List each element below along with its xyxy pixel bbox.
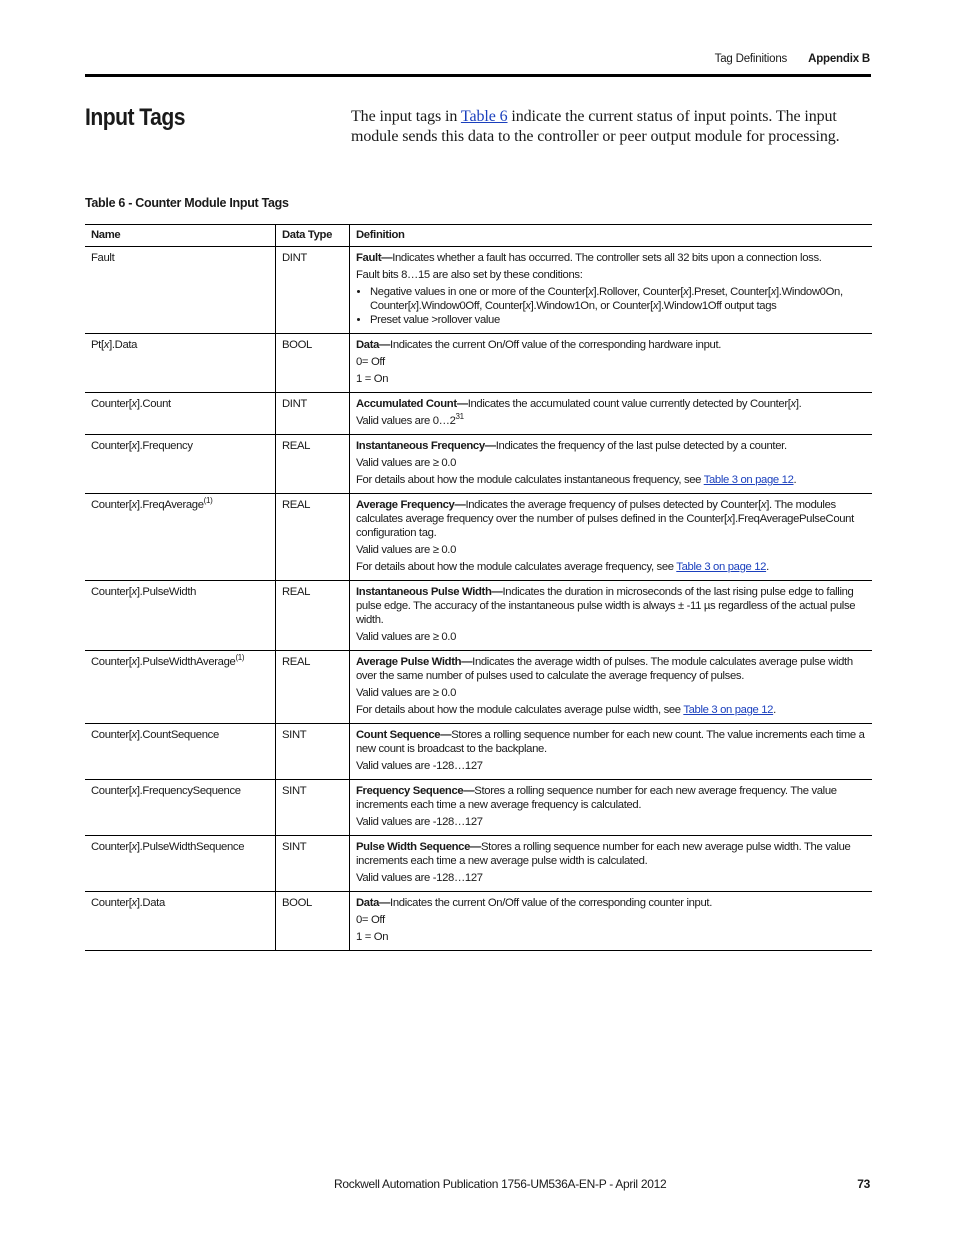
index-variable: x (131, 586, 137, 598)
text-run: Pt[ (91, 339, 104, 351)
text-run: Valid values are -128…127 (356, 760, 483, 772)
data-type-cell: SINT (276, 724, 350, 780)
definition-line (356, 930, 866, 944)
text-run: Valid values are -128…127 (356, 872, 483, 884)
definition-line (356, 815, 866, 829)
table-row (85, 892, 872, 951)
text-run: ]. (795, 398, 802, 410)
data-type-cell: SINT (276, 836, 350, 892)
text-run: Counter[ (91, 841, 132, 853)
text-run: ].FreqAverage (136, 499, 204, 511)
text-run: 1 = On (356, 931, 389, 943)
table-row (85, 334, 872, 393)
text-run: Counter[ (91, 398, 132, 410)
input-tags-table (85, 224, 872, 951)
intro-text-before: The input tags in (351, 108, 461, 125)
text-run: Counter[ (91, 729, 132, 741)
text-run: Counter[ (91, 499, 132, 511)
text-run: Counter[ (91, 586, 132, 598)
footer-publication: Rockwell Automation Publication 1756-UM536A-EN-P - April 2012 (334, 1177, 667, 1191)
definition-line (356, 728, 866, 756)
column-header-data-type: Data Type (276, 225, 350, 247)
term-label: Data— (356, 897, 391, 909)
text-run: ].PulseWidthSequence (136, 841, 245, 853)
header-appendix: Appendix B (808, 53, 870, 65)
definition-line (356, 630, 866, 644)
text-run: Counter[ (91, 785, 132, 797)
definition-line (356, 251, 866, 265)
definition-cell (350, 651, 873, 724)
text-run: Valid values are ≥ 0.0 (356, 687, 457, 699)
definition-line (356, 498, 866, 540)
term-label: Fault— (356, 252, 393, 264)
text-run: ].PulseWidth (136, 586, 197, 598)
text-run: ].Data (136, 897, 165, 909)
cross-reference-link[interactable]: Table 3 on page 12 (703, 474, 794, 486)
text-run: Valid values are 0…2 (356, 415, 456, 427)
text-run: Negative values in one or more of the Counter[ (370, 286, 589, 298)
table-row (85, 780, 872, 836)
index-variable: x (131, 440, 137, 452)
tag-name-cell (85, 334, 276, 393)
intro-text-after: indicate the current status of input points. The input module sends this data to the controller or peer output module for processing. (351, 108, 840, 145)
text-run: Counter[ (91, 897, 132, 909)
tag-name-cell (85, 247, 276, 334)
table-row (85, 247, 872, 334)
definition-cell (350, 724, 873, 780)
definition-line (356, 913, 866, 927)
text-run: ].Window0Off, Counter[ (415, 300, 526, 312)
text-run: ].Window1Off output tags (658, 300, 777, 312)
index-variable: x (131, 398, 137, 410)
index-variable: x (410, 300, 416, 312)
term-label: Data— (356, 339, 391, 351)
index-variable: x (131, 729, 137, 741)
text-run: Indicates the current On/Off value of the corresponding hardware input. (390, 339, 722, 351)
tag-name-cell (85, 393, 276, 435)
index-variable: x (652, 300, 659, 312)
text-run: Stores a rolling sequence number for each new average pulse width. The value increments each time a new average pulse width is calculated. (356, 841, 851, 867)
definition-line (356, 338, 866, 352)
text-run: Preset value >rollover value (370, 314, 500, 326)
definition-line (356, 686, 866, 700)
index-variable: x (103, 339, 110, 351)
page-number: 73 (857, 1177, 870, 1191)
definition-line (356, 560, 866, 574)
definition-cell (350, 247, 873, 334)
data-type-cell: DINT (276, 247, 350, 334)
index-variable: x (525, 300, 531, 312)
tag-name-cell (85, 581, 276, 651)
data-type-cell: REAL (276, 651, 350, 724)
term-label: Average Pulse Width— (356, 656, 473, 668)
definition-cell (350, 393, 873, 435)
index-variable: x (683, 286, 689, 298)
text-run: Indicates the frequency of the last pulse detected by a counter. (495, 440, 787, 452)
index-variable: x (131, 841, 137, 853)
table-body (85, 247, 872, 951)
definition-line (356, 585, 866, 627)
index-variable: x (131, 785, 137, 797)
index-variable: x (131, 656, 137, 668)
term-label: Count Sequence— (356, 729, 452, 741)
text-run: ].Window1On, or Counter[ (530, 300, 653, 312)
text-run: Indicates the average frequency of pulses detected by Counter[ (465, 499, 761, 511)
definition-cell (350, 581, 873, 651)
text-run: Indicates whether a fault has occurred. The controller sets all 32 bits upon a connection loss. (392, 252, 822, 264)
table-row (85, 494, 872, 581)
text-run: Counter[ (91, 656, 132, 668)
cross-reference-link[interactable]: Table 3 on page 12 (676, 561, 767, 573)
text-run: ].Preset, Counter[ (688, 286, 771, 298)
data-type-cell: SINT (276, 780, 350, 836)
definition-line (356, 372, 866, 386)
definition-line (356, 543, 866, 557)
text-run: . (766, 561, 769, 573)
index-variable: x (588, 286, 594, 298)
text-run: ].Window0On, Counter[ (370, 286, 843, 312)
term-label: Instantaneous Frequency— (356, 440, 496, 452)
superscript: 31 (455, 412, 464, 422)
text-run: For details about how the module calculates instantaneous frequency, see (356, 474, 704, 486)
table-row (85, 393, 872, 435)
definition-line (356, 896, 866, 910)
intro-table-link[interactable]: Table 6 (460, 108, 508, 125)
text-run: ].Frequency (136, 440, 193, 452)
superscript: (1) (203, 496, 213, 506)
definition-cell (350, 780, 873, 836)
text-run: Stores a rolling sequence number for each new average frequency. The value increments each time a new average frequency is calculated. (356, 785, 837, 811)
index-variable: x (760, 499, 767, 511)
term-label: Pulse Width Sequence— (356, 841, 481, 853)
definition-line (356, 703, 866, 717)
condition-item (370, 285, 866, 313)
table-row (85, 581, 872, 651)
text-run: ].PulseWidthAverage (136, 656, 236, 668)
table-row (85, 836, 872, 892)
text-run: Valid values are -128…127 (356, 816, 483, 828)
tag-name-cell (85, 651, 276, 724)
text-run: Indicates the duration in microseconds of the last rising pulse edge to falling pulse edge. The accuracy of the instantaneous pulse width is always ± -11 µs regardless of the actual pulse width. (356, 586, 856, 626)
table-header-row (85, 225, 872, 247)
index-variable: x (770, 286, 777, 298)
text-run: Indicates the current On/Off value of the corresponding counter input. (390, 897, 712, 909)
condition-list (356, 285, 866, 327)
condition-item (370, 313, 866, 327)
text-run: ]. The modules calculates average frequency over the number of pulses defined in the Counter[ (356, 499, 836, 525)
text-run: Fault bits 8…15 are also set by these conditions: (356, 269, 583, 281)
data-type-cell: BOOL (276, 892, 350, 951)
definition-line (356, 655, 866, 683)
index-variable: x (131, 499, 137, 511)
text-run: 1 = On (356, 373, 389, 385)
text-run: ].FrequencySequence (136, 785, 241, 797)
term-label: Accumulated Count— (356, 398, 468, 410)
table-row (85, 651, 872, 724)
definition-line (356, 414, 866, 428)
definition-cell (350, 334, 873, 393)
data-type-cell: REAL (276, 581, 350, 651)
text-run: . (793, 474, 797, 486)
index-variable: x (131, 897, 137, 909)
definition-cell (350, 892, 873, 951)
term-label: Frequency Sequence— (356, 785, 475, 797)
header-rule (85, 74, 871, 77)
term-label: Instantaneous Pulse Width— (356, 586, 503, 598)
column-header-name: Name (85, 225, 276, 247)
definition-line (356, 473, 866, 487)
definition-line (356, 840, 866, 868)
table-row (85, 435, 872, 494)
text-run: ].CountSequence (136, 729, 219, 741)
text-run: ].Count (136, 398, 171, 410)
text-run: 0= Off (356, 914, 385, 926)
text-run: Valid values are ≥ 0.0 (356, 544, 457, 556)
cross-reference-link[interactable]: Table 3 on page 12 (683, 704, 774, 716)
text-run: Indicates the average width of pulses. The module calculates average pulse width over the same number of pulses used to calculate the average frequency of pulses. (356, 656, 853, 682)
definition-cell (350, 435, 873, 494)
table-caption: Table 6 - Counter Module Input Tags (85, 196, 289, 210)
text-run: . (773, 704, 776, 716)
text-run: Valid values are ≥ 0.0 (356, 631, 457, 643)
text-run: Counter[ (91, 440, 132, 452)
column-header-definition: Definition (350, 225, 873, 247)
definition-line (356, 759, 866, 773)
text-run: Indicates the accumulated count value currently detected by Counter[ (467, 398, 791, 410)
text-run: For details about how the module calculates average frequency, see (356, 561, 677, 573)
definition-line (356, 397, 866, 411)
definition-cell (350, 494, 873, 581)
tag-name-cell (85, 836, 276, 892)
data-type-cell: BOOL (276, 334, 350, 393)
text-run: ].FreqAveragePulseCount configuration tag. (356, 513, 854, 539)
header-section: Tag Definitions (714, 53, 788, 65)
tag-name-cell (85, 494, 276, 581)
definition-line (356, 439, 866, 453)
text-run: Stores a rolling sequence number for each new count. The value increments each time a new count is broadcast to the backplane. (356, 729, 865, 755)
definition-line (356, 456, 866, 470)
definition-line (356, 784, 866, 812)
definition-cell (350, 836, 873, 892)
text-run: For details about how the module calculates average pulse width, see (356, 704, 684, 716)
tag-name-cell (85, 724, 276, 780)
text-run: ].Rollover, Counter[ (593, 286, 684, 298)
definition-line (356, 355, 866, 369)
superscript: (1) (235, 653, 245, 663)
text-run: ].Data (109, 339, 138, 351)
data-type-cell: DINT (276, 393, 350, 435)
table-row (85, 724, 872, 780)
running-header (715, 53, 870, 65)
index-variable: x (726, 513, 733, 525)
intro-paragraph (351, 107, 871, 147)
data-type-cell: REAL (276, 494, 350, 581)
definition-line (356, 871, 866, 885)
tag-name-cell (85, 892, 276, 951)
definition-line (356, 268, 866, 282)
index-variable: x (790, 398, 796, 410)
tag-name-cell (85, 435, 276, 494)
page-title: Input Tags (85, 104, 185, 131)
tag-name-cell (85, 780, 276, 836)
text-run: 0= Off (356, 356, 385, 368)
text-run: Fault (91, 252, 115, 264)
term-label: Average Frequency— (356, 499, 466, 511)
data-type-cell: REAL (276, 435, 350, 494)
text-run: Valid values are ≥ 0.0 (356, 457, 457, 469)
